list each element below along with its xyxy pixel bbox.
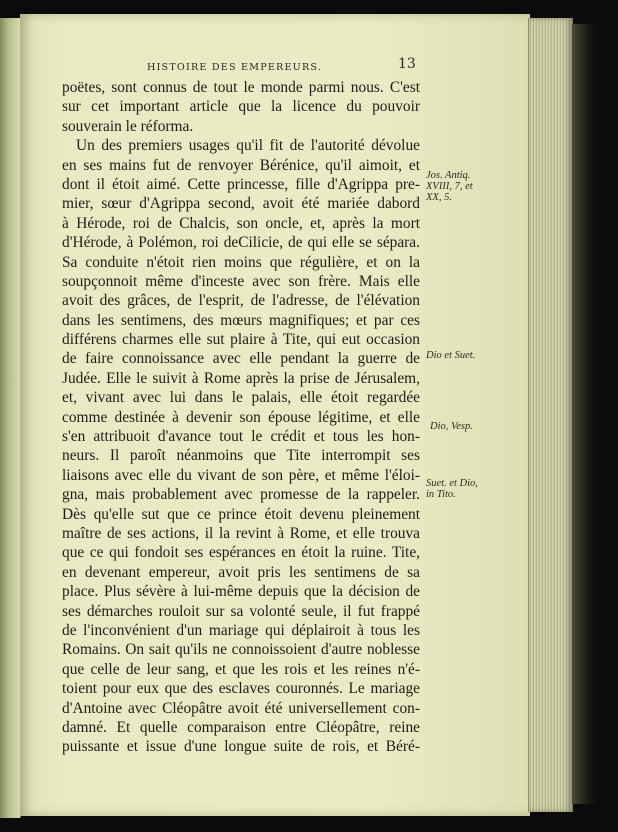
text-line: d'Hérode, à Polémon, roi deCilicie, de qui elle se sépara. <box>62 234 420 252</box>
margin-note-line: XVIII, 7, et <box>426 181 473 192</box>
text-line: que ce qui fondoit ses espérances en étoit la ruine. Tite, <box>62 544 420 562</box>
margin-note-dio-vesp <box>430 421 473 432</box>
body-text <box>62 78 420 757</box>
margin-note-suet-dio <box>426 478 478 500</box>
margin-note-dio-suet <box>426 350 475 361</box>
text-line: Judée. Elle le suivit à Rome après la prise de Jérusalem, <box>62 369 420 387</box>
text-line: de l'inconvénient d'un mariage qui déplairoit à tous les <box>62 621 420 639</box>
margin-note-line: Dio, Vesp. <box>430 421 473 432</box>
text-line: Romains. On sait qu'ils ne connoissoient d'autre noblesse <box>62 641 420 659</box>
page-number: 13 <box>398 56 416 72</box>
text-line: s'en attribuoit d'avance tout le crédit et tous les hon- <box>62 428 420 446</box>
previous-page-edge <box>0 18 21 818</box>
text-line: Dès qu'elle sut que ce prince étoit devenu pleinement <box>62 505 420 523</box>
text-line: différens charmes elle sut plaire à Tite, qui eut occasion <box>62 331 420 349</box>
text-line: souverain le réforma. <box>62 117 194 135</box>
text-line: que celle de leur sang, et que les rois et les reines n'é- <box>62 660 420 678</box>
margin-note-line: Suet. et Dio, <box>426 478 478 489</box>
text-line: maître de ses actions, il la revint à Rome, et elle trouva <box>62 524 420 542</box>
text-line: Un des premiers usages qu'il fit de l'autorité dévolue <box>76 137 420 155</box>
text-line: puissante et issue d'une longue suite de rois, et Béré- <box>62 738 420 756</box>
text-line: dont il étoit aimé. Cette princesse, fille d'Agrippa pre- <box>62 175 420 193</box>
text-line: liaisons avec elle du vivant de son père, et même l'éloi- <box>62 466 420 484</box>
text-line: damné. Et quelle comparaison entre Cléopâtre, reine <box>62 718 420 736</box>
margin-note-line: in Tito. <box>426 489 456 500</box>
text-line: de faire connoissance avec elle pendant la guerre de <box>62 350 420 368</box>
margin-note-line: Jos. Antiq. <box>426 170 471 181</box>
book-shadow <box>572 24 598 804</box>
text-line: en devenant empereur, avoit pris les sentimens de sa <box>62 563 420 581</box>
text-line: mier, sœur d'Agrippa second, avoit été mariée dabord <box>62 195 420 213</box>
margin-note-line: XX, 5. <box>426 192 452 203</box>
text-line: sur cet important article que la licence du pouvoir <box>62 98 420 116</box>
running-head: HISTOIRE DES EMPEREURS. <box>147 62 323 73</box>
text-line: à Hérode, roi de Chalcis, son oncle, et, après la mort <box>62 214 420 232</box>
text-line: Sa conduite n'étoit rien moins que régulière, et on la <box>62 253 420 271</box>
text-line: gna, mais probablement avec promesse de la rappeler. <box>62 486 420 504</box>
text-line: neurs. Il paroît néanmoins que Tite interrompit ses <box>62 447 420 465</box>
text-line: place. Plus sévère à lui-même depuis que la décision de <box>62 583 420 601</box>
text-line: en ses mains fut de renvoyer Bérénice, qu'il aimoit, et <box>62 156 420 174</box>
text-line: avoit des grâces, de l'esprit, de l'adresse, de l'élévation <box>62 292 420 310</box>
text-line: soupçonnoit même d'inceste avec son frère. Mais elle <box>62 272 420 290</box>
page-block-edges <box>528 18 573 812</box>
text-line: toient pour eux que des esclaves couronnés. Le mariage <box>62 680 420 698</box>
text-line: comme destinée à devenir son épouse légitime, et elle <box>62 408 420 426</box>
margin-note-line: Dio et Suet. <box>426 350 476 361</box>
text-line: poëtes, sont connus de tout le monde parmi nous. C'est <box>62 79 420 96</box>
text-line: dans les sentimens, des mœurs magnifiques; et par ces <box>62 311 420 329</box>
text-line: ses démarches rouloit sur sa volonté seule, il fut frappé <box>62 602 420 620</box>
text-line: et, vivant avec lui dans le palais, elle étoit regardée <box>62 389 420 407</box>
margin-note-josephus <box>426 170 473 203</box>
text-line: d'Antoine avec Cléopâtre avoit été universellement con- <box>62 699 420 717</box>
